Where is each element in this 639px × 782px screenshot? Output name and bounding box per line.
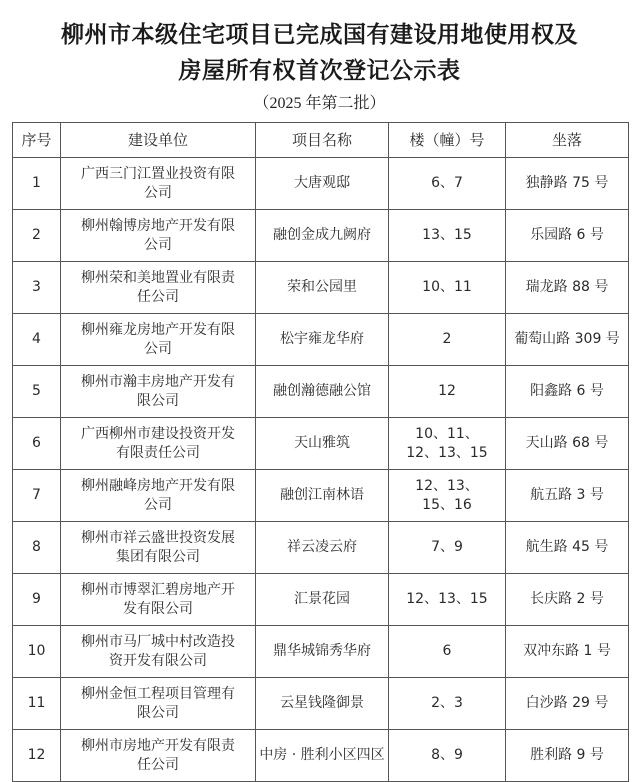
company-cell: 柳州融峰房地产开发有限公司 — [61, 470, 256, 522]
buildings-cell: 8、9 — [389, 730, 506, 782]
row-number: 2 — [13, 210, 61, 262]
registration-table — [12, 122, 629, 782]
location-cell: 航生路 45 号 — [506, 522, 629, 574]
project-cell: 天山雅筑 — [256, 418, 389, 470]
location-cell: 瑞龙路 88 号 — [506, 262, 629, 314]
project-cell: 祥云凌云府 — [256, 522, 389, 574]
company-cell: 广西柳州市建设投资开发有限责任公司 — [61, 418, 256, 470]
project-cell: 鼎华城锦秀华府 — [256, 626, 389, 678]
row-number: 6 — [13, 418, 61, 470]
row-number: 8 — [13, 522, 61, 574]
table-row — [13, 262, 629, 314]
project-cell: 融创瀚德融公馆 — [256, 366, 389, 418]
company-cell: 柳州市房地产开发有限责任公司 — [61, 730, 256, 782]
company-cell: 柳州市祥云盛世投资发展集团有限公司 — [61, 522, 256, 574]
table-row — [13, 158, 629, 210]
buildings-cell: 7、9 — [389, 522, 506, 574]
buildings-cell: 12 — [389, 366, 506, 418]
location-cell: 长庆路 2 号 — [506, 574, 629, 626]
project-cell: 荣和公园里 — [256, 262, 389, 314]
project-cell: 汇景花园 — [256, 574, 389, 626]
header-company: 建设单位 — [61, 123, 256, 158]
company-cell: 柳州荣和美地置业有限责任公司 — [61, 262, 256, 314]
row-number: 9 — [13, 574, 61, 626]
buildings-cell: 6 — [389, 626, 506, 678]
buildings-cell: 12、13、15 — [389, 574, 506, 626]
table-row — [13, 522, 629, 574]
table-row — [13, 730, 629, 782]
project-cell: 云星钱隆御景 — [256, 678, 389, 730]
company-cell: 柳州雍龙房地产开发有限公司 — [61, 314, 256, 366]
row-number: 11 — [13, 678, 61, 730]
table-row — [13, 574, 629, 626]
row-number: 12 — [13, 730, 61, 782]
project-cell: 融创金成九阙府 — [256, 210, 389, 262]
table-row — [13, 678, 629, 730]
location-cell: 双冲东路 1 号 — [506, 626, 629, 678]
row-number: 1 — [13, 158, 61, 210]
table-row — [13, 626, 629, 678]
location-cell: 乐园路 6 号 — [506, 210, 629, 262]
project-cell: 松宇雍龙华府 — [256, 314, 389, 366]
company-cell: 柳州翰博房地产开发有限公司 — [61, 210, 256, 262]
project-cell: 大唐观邸 — [256, 158, 389, 210]
document-title-line2: 房屋所有权首次登记公示表 — [178, 57, 461, 84]
location-cell: 阳鑫路 6 号 — [506, 366, 629, 418]
location-cell: 独静路 75 号 — [506, 158, 629, 210]
header-location: 坐落 — [506, 123, 629, 158]
buildings-cell: 6、7 — [389, 158, 506, 210]
buildings-cell: 13、15 — [389, 210, 506, 262]
buildings-cell: 10、11 — [389, 262, 506, 314]
company-cell: 广西三门江置业投资有限公司 — [61, 158, 256, 210]
company-cell: 柳州金恒工程项目管理有限公司 — [61, 678, 256, 730]
row-number: 10 — [13, 626, 61, 678]
header-no: 序号 — [13, 123, 61, 158]
document-subtitle: （2025 年第二批） — [253, 95, 386, 112]
header-buildings: 楼（幢）号 — [389, 123, 506, 158]
company-cell: 柳州市瀚丰房地产开发有限公司 — [61, 366, 256, 418]
row-number: 7 — [13, 470, 61, 522]
company-cell: 柳州市马厂城中村改造投资开发有限公司 — [61, 626, 256, 678]
document-title-line1: 柳州市本级住宅项目已完成国有建设用地使用权及 — [61, 21, 578, 48]
buildings-cell: 10、11、12、13、15 — [389, 418, 506, 470]
location-cell: 葡萄山路 309 号 — [506, 314, 629, 366]
location-cell: 白沙路 29 号 — [506, 678, 629, 730]
row-number: 4 — [13, 314, 61, 366]
project-cell: 融创江南林语 — [256, 470, 389, 522]
header-project: 项目名称 — [256, 123, 389, 158]
table-row — [13, 418, 629, 470]
table-row — [13, 210, 629, 262]
buildings-cell: 2、3 — [389, 678, 506, 730]
buildings-cell: 12、13、15、16 — [389, 470, 506, 522]
location-cell: 胜利路 9 号 — [506, 730, 629, 782]
company-cell: 柳州市博翠汇碧房地产开发有限公司 — [61, 574, 256, 626]
buildings-cell: 2 — [389, 314, 506, 366]
table-row — [13, 366, 629, 418]
project-cell: 中房 · 胜利小区四区 — [256, 730, 389, 782]
table-header-row — [13, 123, 629, 158]
table-row — [13, 314, 629, 366]
location-cell: 航五路 3 号 — [506, 470, 629, 522]
location-cell: 天山路 68 号 — [506, 418, 629, 470]
row-number: 5 — [13, 366, 61, 418]
table-row — [13, 470, 629, 522]
row-number: 3 — [13, 262, 61, 314]
